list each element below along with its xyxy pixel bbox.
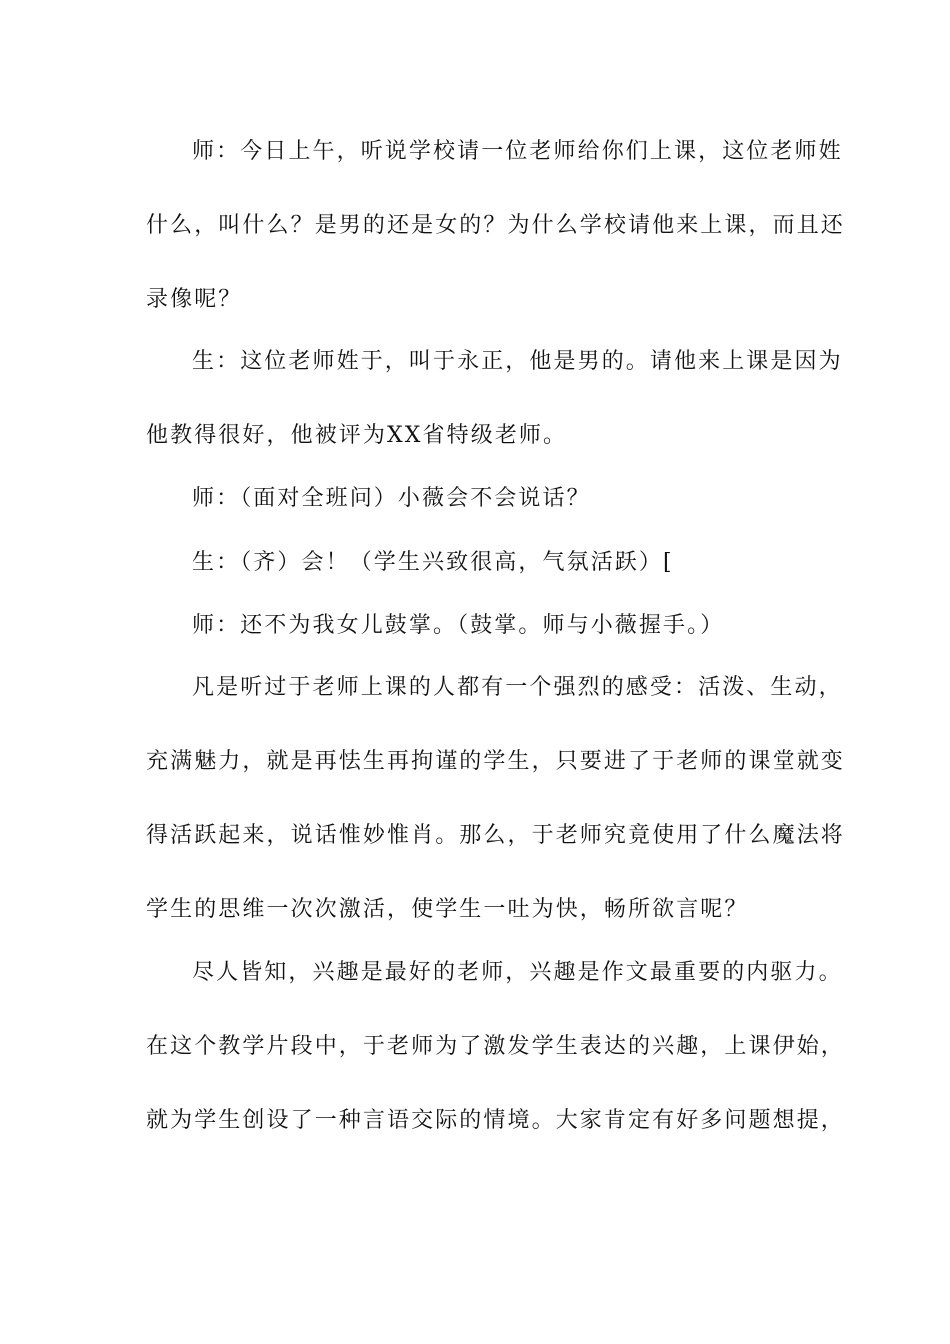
- paragraph-6-line-2: 充满魅力，就是再怯生再拘谨的学生，只要进了于老师的课堂就变: [146, 749, 845, 774]
- paragraph-1-line-2: 什么，叫什么？是男的还是女的？为什么学校请他来上课，而且还: [146, 213, 845, 238]
- paragraph-7-line-2: 在这个教学片段中，于老师为了激发学生表达的兴趣，上课伊始，: [146, 1034, 845, 1059]
- paragraph-4-line-1: 生：（齐）会！（学生兴致很高，气氛活跃）[: [192, 550, 674, 575]
- paragraph-7-line-3: 就为学生创设了一种言语交际的情境。大家肯定有好多问题想提，: [146, 1108, 845, 1133]
- paragraph-7-line-1: 尽人皆知，兴趣是最好的老师，兴趣是作文最重要的内驱力。: [192, 960, 843, 985]
- paragraph-5-line-1: 师：还不为我女儿鼓掌。（鼓掌。师与小薇握手。）: [192, 613, 725, 638]
- paragraph-6-line-4: 学生的思维一次次激活，使学生一吐为快，畅所欲言呢？: [146, 897, 749, 922]
- paragraph-1-line-1: 师：今日上午，听说学校请一位老师给你们上课，这位老师姓: [192, 139, 843, 164]
- paragraph-3-line-1: 师：（面对全班问）小薇会不会说话？: [192, 486, 591, 511]
- paragraph-2-line-2: 他教得很好，他被评为XX省特级老师。: [146, 423, 568, 448]
- paragraph-1-line-3: 录像呢？: [146, 287, 243, 312]
- paragraph-2-line-1: 生：这位老师姓于，叫于永正，他是男的。请他来上课是因为: [192, 349, 843, 374]
- paragraph-6-line-1: 凡是听过于老师上课的人都有一个强烈的感受：活泼、生动，: [192, 675, 843, 700]
- paragraph-6-line-3: 得活跃起来，说话惟妙惟肖。那么，于老师究竟使用了什么魔法将: [146, 823, 845, 848]
